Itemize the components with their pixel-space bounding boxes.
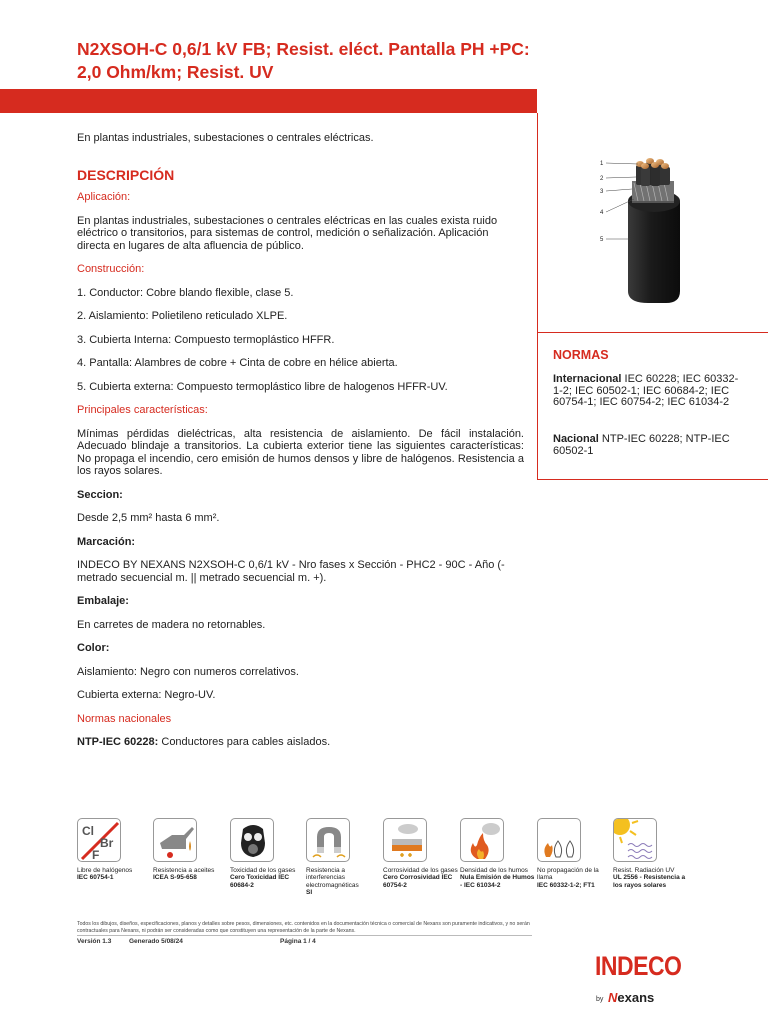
packing-text: En carretes de madera no retornables. [77,618,266,631]
construction-item: 2. Aislamiento: Polietileno reticulado XLPE. [77,310,288,322]
description-heading: DESCRIPCIÓN [77,166,175,183]
packing-label: Embalaje: [77,595,129,607]
cable-label-1: 1 [600,161,604,167]
icon-caption-value: IEC 60332-1-2; FT1 [537,881,595,889]
section-text: Desde 2,5 mm² hasta 6 mm². [77,512,220,524]
color-label: Color: [77,642,110,654]
icon-caption [460,867,536,889]
cable-label-3: 3 [600,189,604,195]
nexans-logo [608,990,654,1005]
cable-label-4: 4 [600,210,604,216]
construction-item: 4. Pantalla: Alambres de cobre + Cinta de cobre en hélice abierta. [77,357,398,369]
national-text: NTP-IEC 60228; NTP-IEC 60502-1 [553,433,730,457]
gas-toxicity-icon [230,818,274,862]
page-number: Página 1 / 4 [280,938,316,945]
application-text: En plantas industriales, subestaciones o centrales eléctricas en las cuales exista ruido eléctrico o transitorios, para sistemas de control, medición o señalización. Aplicación directa en lugares de alta afluencia de público. [77,214,498,252]
emi-resistance-icon [306,818,350,862]
header-red-bar [0,89,537,113]
icon-caption-value: Cero Toxicidad IEC 60684-2 [230,874,290,889]
national-standard-desc: Conductores para cables aislados. [158,736,331,748]
intro-text: En plantas industriales, subestaciones o centrales eléctricas. [77,132,374,144]
cable-cross-section-image [598,151,718,311]
icon-caption [613,867,689,889]
construction-label: Construcción: [77,263,145,275]
color-insulation-text: Aislamiento: Negro con numeros correlativos. [77,665,299,678]
application-label: Aplicación: [77,191,131,203]
characteristics-label: Principales características: [77,404,208,416]
characteristics-text: Mínimas pérdidas dieléctricas, alta resistencia de aislamiento. De fácil instalación. Adecuado blindaje a transitorios. La cubierta exterior tiene las siguientes características: No propaga el incendio, cero emisión de humos densos y libre de halógenos. Resistencia a los rayos solares. [77,427,524,477]
national-standards-label: Normas nacionales [77,712,172,725]
construction-item: 3. Cubierta Interna: Compuesto termoplástico HFFR. [77,333,335,346]
international-text: IEC 60228; IEC 60332-1-2; IEC 60502-1; IEC 60684-2; IEC 60754-1; IEC 60754-2; IEC 61034-2 [553,373,739,408]
marking-label: Marcación: [77,535,136,548]
national-standard-line [77,736,524,749]
flame-retardant-icon [537,818,581,862]
uv-resistance-icon [613,818,657,862]
national-standards [553,434,743,457]
icon-caption-label: Resistencia a aceites [153,867,215,874]
property-flame-retardant [537,818,613,889]
cable-label-5: 5 [600,237,604,243]
property-halogen-free [77,818,153,882]
construction-item: 1. Conductor: Cobre blando flexible, clase 5. [77,286,294,299]
icon-caption-value: Nula Emisión de Humos - IEC 61034-2 [460,874,535,889]
logo-by-text: by [596,996,604,1003]
smoke-density-icon [460,818,504,862]
cable-label-2: 2 [600,176,604,182]
sidebar-divider [538,332,768,333]
icon-caption [537,867,613,889]
property-gas-toxicity [230,818,306,889]
icon-caption-value: ICEA S-95-658 [153,874,197,882]
nexans-logo-rest: exans [617,990,655,1005]
construction-item: 5. Cubierta externa: Compuesto termoplástico libre de halogenos HFFR-UV. [77,380,448,393]
marking-text: INDECO BY NEXANS N2XSOH-C 0,6/1 kV - Nro fases x Sección - PHC2 - 90C - Año (- metrado secuencial m. || metrado secuencial m. +). [77,559,505,584]
color-sheath-text: Cubierta externa: Negro-UV. [77,689,216,701]
icon-caption-label: Resistencia a interferencias electromagnéticas [306,867,359,889]
icon-caption-value: IEC 60754-1 [77,874,114,882]
properties-icon-row [77,818,697,913]
icon-caption-label: Densidad de los humos [460,867,528,874]
icon-caption-label: Resist. Radiación UV [613,867,675,874]
normas-heading: NORMAS [553,348,609,362]
national-label: Nacional [553,433,599,445]
icon-caption-label: Corrosividad de los gases [383,867,458,874]
property-uv-resistance [613,818,689,889]
national-standard-code: NTP-IEC 60228: [77,736,159,748]
icon-caption [153,867,229,882]
legal-disclaimer: Todos los dibujos, diseños, especificaciones, planos y detalles sobre pesos, dimensiones, etc. contenidos en la documentación técnica o comercial de Nexans son puramente indicativos, y no serán contractuales para Nexans, ni podrán ser consideradas como que constituyen una representación de la parte de Nexans. [77,921,530,934]
icon-caption-value: SI [306,888,313,896]
nexans-logo-n: N [608,990,618,1005]
international-label: Internacional [553,373,622,385]
property-gas-corrosivity [383,818,459,889]
gas-corrosivity-icon [383,818,427,862]
sidebar-box [537,113,768,480]
footer-divider [77,935,532,936]
icon-caption [230,867,306,889]
version-text: Versión 1.3 [77,938,112,945]
generated-date: Generado 5/08/24 [129,938,183,945]
page-title: N2XSOH-C 0,6/1 kV FB; Resist. eléct. Pantalla PH +PC: 2,0 Ohm/km; Resist. UV [77,39,530,82]
icon-caption-label: Libre de halógenos [77,867,133,874]
international-standards [553,374,743,409]
icon-caption [306,867,382,896]
halogen-br-text: Br [100,836,114,850]
icon-caption-value: UL 2556 - Resistencia a los rayos solares [613,874,686,889]
property-emi-resistance [306,818,382,896]
icon-caption-label: Toxicidad de los gases [230,867,296,874]
property-oil-resistance [153,818,229,882]
indeco-logo: INDECO [595,951,682,981]
icon-caption [77,867,153,882]
oil-resistance-icon [153,818,197,862]
property-smoke-density [460,818,536,889]
halogen-cl-text: Cl [82,824,94,838]
icon-caption [383,867,459,889]
main-content [77,132,524,749]
icon-caption-value: Cero Corrosividad IEC 60754-2 [383,874,453,889]
halogen-free-icon [77,818,121,862]
icon-caption-label: No propagación de la llama [537,867,599,882]
halogen-f-text: F [92,848,100,862]
section-label: Seccion: [77,488,123,501]
